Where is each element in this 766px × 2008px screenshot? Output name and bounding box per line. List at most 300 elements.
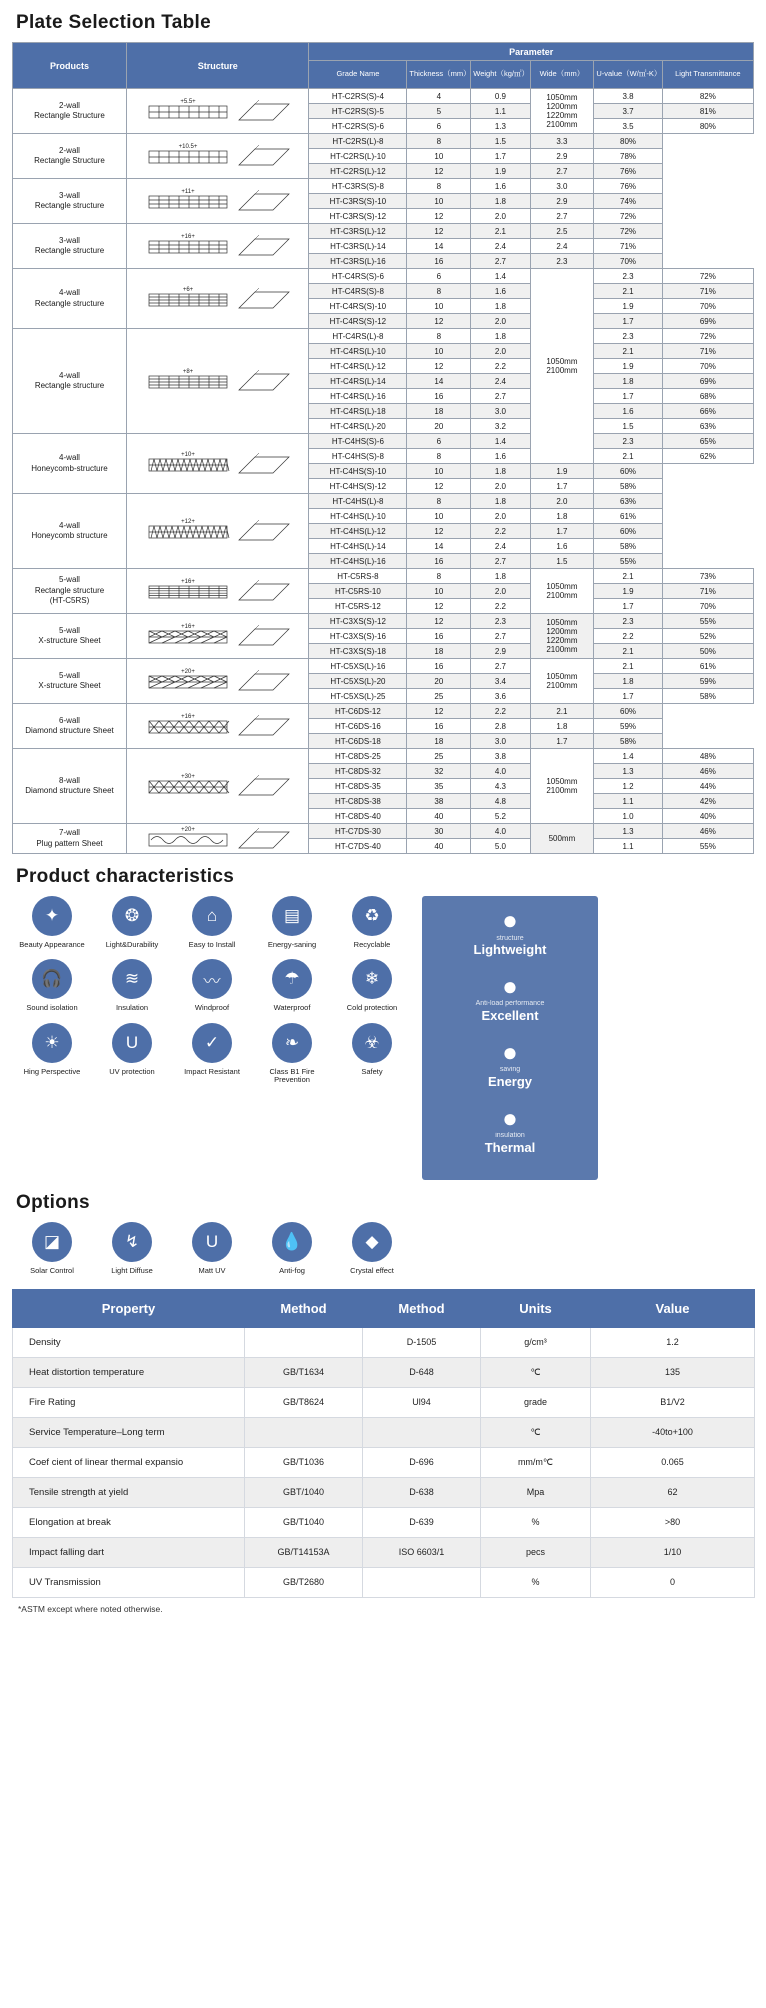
- characteristic-label: Recyclable: [353, 940, 391, 949]
- thermal-icon: ●: [502, 1102, 518, 1133]
- cell-grade: HT-C6DS-18: [309, 734, 407, 749]
- cell-light: 74%: [594, 194, 662, 209]
- structure-diagram: [127, 614, 309, 659]
- cell-thickness: 16: [407, 389, 471, 404]
- cell-grade: HT-C4HS(S)-10: [309, 464, 407, 479]
- product-cell: 5-wall Rectangle structure (HT-C5RS): [13, 569, 127, 614]
- product-cell: 5-wall X-structure Sheet: [13, 614, 127, 659]
- prop-cell-method2: D-638: [363, 1477, 481, 1507]
- svg-text:+20+: +20+: [180, 826, 195, 833]
- table-row: [13, 89, 754, 104]
- cell-light: 81%: [662, 104, 753, 119]
- cell-light: 50%: [662, 644, 753, 659]
- characteristic-label: Safety: [361, 1066, 383, 1076]
- cell-thickness: 14: [407, 239, 471, 254]
- cold-protection-icon: ❄: [352, 959, 392, 999]
- recyclable-icon: ♻: [352, 896, 392, 936]
- prop-cell-method2: ISO 6603/1: [363, 1537, 481, 1567]
- cell-weight: 3.0: [471, 404, 530, 419]
- cell-thickness: 38: [407, 794, 471, 809]
- cell-light: 71%: [662, 584, 753, 599]
- cell-thickness: 8: [407, 134, 471, 149]
- feature-title: Lightweight: [473, 942, 547, 958]
- cell-light: 80%: [594, 134, 662, 149]
- col-light-transmittance: Light Transmittance: [662, 61, 753, 89]
- option-label: Light Diffuse: [111, 1265, 153, 1275]
- cell-weight: 2.7: [471, 389, 530, 404]
- cell-thickness: 10: [407, 299, 471, 314]
- characteristic-item: [172, 1023, 252, 1085]
- col-grade-name: Grade Name: [309, 61, 407, 89]
- prop-cell-property: Elongation at break: [13, 1507, 245, 1537]
- cell-grade: HT-C4RS(L)-12: [309, 359, 407, 374]
- cell-thickness: 8: [407, 569, 471, 584]
- col-wide: Wide（mm）: [530, 61, 594, 89]
- cell-thickness: 10: [407, 344, 471, 359]
- cell-grade: HT-C2RS(L)-8: [309, 134, 407, 149]
- cell-grade: HT-C4HS(L)-12: [309, 524, 407, 539]
- cell-light: 59%: [662, 674, 753, 689]
- solar-control-icon: ◪: [32, 1222, 72, 1262]
- prop-cell-units: ℃: [481, 1357, 591, 1387]
- cell-thickness: 20: [407, 674, 471, 689]
- cell-thickness: 14: [407, 539, 471, 554]
- cell-uvalue: 2.1: [594, 284, 662, 299]
- table-row: [13, 329, 754, 344]
- cell-grade: HT-C5XS(L)-25: [309, 689, 407, 704]
- option-label: Anti-fog: [279, 1265, 305, 1275]
- characteristic-item: [332, 1023, 412, 1085]
- cell-thickness: 10: [407, 149, 471, 164]
- cell-thickness: 12: [407, 614, 471, 629]
- cell-weight: 1.6: [471, 284, 530, 299]
- cell-wide: 1050mm 2100mm: [530, 269, 594, 464]
- cell-thickness: 10: [407, 584, 471, 599]
- cell-weight: 3.4: [471, 674, 530, 689]
- table-row: [13, 269, 754, 284]
- cell-grade: HT-C5XS(L)-20: [309, 674, 407, 689]
- cell-uvalue: 1.0: [594, 809, 662, 824]
- cell-light: 65%: [662, 434, 753, 449]
- structure-diagram: [127, 659, 309, 704]
- cell-grade: HT-C4HS(L)-14: [309, 539, 407, 554]
- cell-grade: HT-C2RS(S)-4: [309, 89, 407, 104]
- characteristic-item: [172, 896, 252, 949]
- cell-weight: 2.2: [471, 359, 530, 374]
- cell-light: 78%: [594, 149, 662, 164]
- characteristic-item: [12, 1023, 92, 1085]
- option-item: [172, 1222, 252, 1275]
- cell-weight: 2.2: [471, 599, 530, 614]
- cell-weight: 1.1: [471, 104, 530, 119]
- cell-uvalue: 3.3: [530, 134, 594, 149]
- cell-weight: 2.3: [471, 614, 530, 629]
- cell-weight: 5.0: [471, 839, 530, 854]
- prop-cell-method2: Ul94: [363, 1387, 481, 1417]
- cell-light: 58%: [662, 689, 753, 704]
- prop-cell-method1: GB/T1040: [245, 1507, 363, 1537]
- prop-col-header: Property: [13, 1289, 245, 1327]
- cell-thickness: 16: [407, 719, 471, 734]
- cell-light: 72%: [594, 224, 662, 239]
- prop-cell-property: Service Temperature–Long term: [13, 1417, 245, 1447]
- cell-light: 60%: [594, 464, 662, 479]
- cell-light: 63%: [662, 419, 753, 434]
- product-cell: 7-wall Plug pattern Sheet: [13, 824, 127, 854]
- cell-thickness: 12: [407, 479, 471, 494]
- prop-cell-method1: GB/T1036: [245, 1447, 363, 1477]
- cell-uvalue: 1.5: [530, 554, 594, 569]
- cell-weight: 1.8: [471, 569, 530, 584]
- plate-selection-table: [12, 42, 754, 854]
- cell-grade: HT-C8DS-38: [309, 794, 407, 809]
- product-cell: 3-wall Rectangle structure: [13, 224, 127, 269]
- svg-text:+8+: +8+: [182, 369, 193, 375]
- characteristic-label: Windproof: [194, 1003, 230, 1013]
- cell-weight: 1.8: [471, 464, 530, 479]
- characteristic-label: Impact Resistant: [184, 1066, 240, 1076]
- cell-grade: HT-C3XS(S)-18: [309, 644, 407, 659]
- cell-uvalue: 1.1: [594, 794, 662, 809]
- cell-grade: HT-C8DS-35: [309, 779, 407, 794]
- characteristic-item: [332, 959, 412, 1012]
- cell-light: 80%: [662, 119, 753, 134]
- cell-weight: 1.8: [471, 494, 530, 509]
- table-row: [13, 1477, 755, 1507]
- matt-uv-icon: U: [192, 1222, 232, 1262]
- beauty-appearance-icon: ✦: [32, 896, 72, 936]
- cell-weight: 1.8: [471, 299, 530, 314]
- cell-thickness: 20: [407, 419, 471, 434]
- impact-resistant-icon: ✓: [192, 1023, 232, 1063]
- prop-cell-method1: GB/T2680: [245, 1567, 363, 1597]
- table-row: [13, 179, 754, 194]
- anti-fog-icon: 💧: [272, 1222, 312, 1262]
- feature-subtitle: insulation: [495, 1132, 525, 1140]
- cell-weight: 0.9: [471, 89, 530, 104]
- characteristic-label: UV protection: [109, 1066, 155, 1076]
- cell-thickness: 25: [407, 689, 471, 704]
- property-table: [12, 1289, 755, 1598]
- structure-diagram: [127, 749, 309, 824]
- cell-light: 71%: [662, 344, 753, 359]
- cell-thickness: 16: [407, 659, 471, 674]
- cell-light: 70%: [662, 599, 753, 614]
- cell-weight: 1.9: [471, 164, 530, 179]
- cell-grade: HT-C8DS-25: [309, 749, 407, 764]
- cell-weight: 1.8: [471, 329, 530, 344]
- cell-weight: 2.4: [471, 539, 530, 554]
- cell-weight: 2.0: [471, 584, 530, 599]
- characteristic-item: [92, 896, 172, 949]
- cell-uvalue: 2.9: [530, 194, 594, 209]
- structure-diagram: [127, 269, 309, 329]
- cell-weight: 2.4: [471, 374, 530, 389]
- cell-light: 58%: [594, 539, 662, 554]
- cell-uvalue: 1.2: [594, 779, 662, 794]
- cell-weight: 2.0: [471, 209, 530, 224]
- cell-grade: HT-C5RS-8: [309, 569, 407, 584]
- table-row: [13, 1357, 755, 1387]
- cell-wide: 1050mm 2100mm: [530, 569, 594, 614]
- option-label: Solar Control: [30, 1265, 74, 1275]
- easy-to-install-icon: ⌂: [192, 896, 232, 936]
- prop-cell-method2: D-696: [363, 1447, 481, 1477]
- product-cell: 4-wall Rectangle structure: [13, 269, 127, 329]
- structure-diagram: [127, 179, 309, 224]
- cell-grade: HT-C4HS(S)-8: [309, 449, 407, 464]
- cell-grade: HT-C4RS(L)-8: [309, 329, 407, 344]
- cell-weight: 1.4: [471, 269, 530, 284]
- page-title: Plate Selection Table: [16, 12, 211, 33]
- characteristic-item: [92, 1023, 172, 1085]
- svg-text:+16+: +16+: [180, 714, 195, 720]
- svg-text:+16+: +16+: [180, 234, 195, 240]
- prop-cell-value: 1.2: [591, 1327, 755, 1357]
- cell-uvalue: 2.3: [594, 434, 662, 449]
- cell-uvalue: 2.3: [594, 329, 662, 344]
- cell-thickness: 16: [407, 554, 471, 569]
- cell-uvalue: 2.4: [530, 239, 594, 254]
- cell-weight: 3.6: [471, 689, 530, 704]
- cell-grade: HT-C5XS(L)-16: [309, 659, 407, 674]
- cell-grade: HT-C4HS(L)-10: [309, 509, 407, 524]
- characteristic-label: Cold protection: [346, 1003, 398, 1013]
- prop-cell-method1: GB/T14153A: [245, 1537, 363, 1567]
- table-row: [13, 1387, 755, 1417]
- option-item: [332, 1222, 412, 1275]
- characteristics-icon-list: [12, 896, 412, 1180]
- insulation-icon: ≋: [112, 959, 152, 999]
- cell-thickness: 16: [407, 629, 471, 644]
- cell-uvalue: 1.6: [594, 404, 662, 419]
- characteristic-label: Light&Durability: [105, 940, 159, 949]
- cell-thickness: 12: [407, 704, 471, 719]
- cell-grade: HT-C3RS(L)-16: [309, 254, 407, 269]
- cell-thickness: 35: [407, 779, 471, 794]
- cell-light: 68%: [662, 389, 753, 404]
- cell-light: 58%: [594, 734, 662, 749]
- cell-grade: HT-C4RS(S)-8: [309, 284, 407, 299]
- cell-uvalue: 2.1: [530, 704, 594, 719]
- cell-weight: 4.3: [471, 779, 530, 794]
- cell-thickness: 14: [407, 374, 471, 389]
- col-weight: Weight（kg/㎡）: [471, 61, 530, 89]
- cell-grade: HT-C7DS-30: [309, 824, 407, 839]
- cell-light: 82%: [662, 89, 753, 104]
- option-item: [252, 1222, 332, 1275]
- cell-uvalue: 1.3: [594, 764, 662, 779]
- characteristic-item: [332, 896, 412, 949]
- prop-cell-property: Tensile strength at yield: [13, 1477, 245, 1507]
- prop-cell-property: Heat distortion temperature: [13, 1357, 245, 1387]
- col-thickness: Thickness（mm）: [407, 61, 471, 89]
- cell-uvalue: 1.9: [594, 359, 662, 374]
- energy-saving-icon: ▤: [272, 896, 312, 936]
- prop-col-header: Method: [245, 1289, 363, 1327]
- cell-thickness: 12: [407, 524, 471, 539]
- feature-subtitle: structure: [496, 934, 524, 942]
- safety-icon: ☣: [352, 1023, 392, 1063]
- cell-grade: HT-C4RS(S)-12: [309, 314, 407, 329]
- feature-highlight-panel: [422, 896, 598, 1180]
- cell-weight: 2.0: [471, 479, 530, 494]
- feature-block: [428, 972, 592, 1024]
- cell-light: 70%: [594, 254, 662, 269]
- cell-thickness: 10: [407, 194, 471, 209]
- cell-grade: HT-C2RS(S)-5: [309, 104, 407, 119]
- structure-diagram: [127, 329, 309, 434]
- cell-grade: HT-C4RS(L)-10: [309, 344, 407, 359]
- product-cell: 4-wall Rectangle structure: [13, 329, 127, 434]
- cell-uvalue: 1.7: [530, 524, 594, 539]
- cell-light: 76%: [594, 179, 662, 194]
- product-cell: 4-wall Honeycomb structure: [13, 494, 127, 569]
- cell-uvalue: 1.8: [530, 509, 594, 524]
- light-diffuse-icon: ↯: [112, 1222, 152, 1262]
- cell-thickness: 8: [407, 284, 471, 299]
- cell-weight: 4.0: [471, 824, 530, 839]
- svg-text:+16+: +16+: [180, 624, 195, 630]
- cell-uvalue: 2.5: [530, 224, 594, 239]
- prop-cell-value: 0.065: [591, 1447, 755, 1477]
- characteristic-item: [12, 896, 92, 949]
- prop-cell-property: Coef cient of linear thermal expansio: [13, 1447, 245, 1477]
- cell-uvalue: 1.7: [594, 389, 662, 404]
- cell-grade: HT-C3RS(S)-10: [309, 194, 407, 209]
- cell-thickness: 12: [407, 359, 471, 374]
- cell-light: 46%: [662, 764, 753, 779]
- product-cell: 6-wall Diamond structure Sheet: [13, 704, 127, 749]
- cell-thickness: 30: [407, 824, 471, 839]
- cell-weight: 2.2: [471, 704, 530, 719]
- cell-wide: 1050mm 2100mm: [530, 749, 594, 824]
- cell-uvalue: 1.5: [594, 419, 662, 434]
- cell-uvalue: 1.9: [594, 299, 662, 314]
- table-row: [13, 824, 754, 839]
- table-row: [13, 1537, 755, 1567]
- windproof-icon: 〰: [192, 959, 232, 999]
- cell-grade: HT-C3XS(S)-12: [309, 614, 407, 629]
- characteristic-label: Waterproof: [273, 1003, 311, 1013]
- cell-thickness: 6: [407, 434, 471, 449]
- svg-text:+10+: +10+: [180, 451, 195, 458]
- product-cell: 8-wall Diamond structure Sheet: [13, 749, 127, 824]
- feature-block: [428, 1104, 592, 1156]
- cell-grade: HT-C4RS(L)-16: [309, 389, 407, 404]
- table-row: [13, 1327, 755, 1357]
- prop-cell-value: 62: [591, 1477, 755, 1507]
- fire-prevention-icon: ❧: [272, 1023, 312, 1063]
- cell-uvalue: 3.8: [594, 89, 662, 104]
- waterproof-icon: ☂: [272, 959, 312, 999]
- feature-block: [428, 906, 592, 958]
- cell-light: 61%: [662, 659, 753, 674]
- cell-uvalue: 1.4: [594, 749, 662, 764]
- cell-weight: 1.7: [471, 149, 530, 164]
- cell-light: 63%: [594, 494, 662, 509]
- svg-text:+12+: +12+: [180, 519, 195, 525]
- cell-light: 55%: [662, 614, 753, 629]
- product-cell: 3-wall Rectangle structure: [13, 179, 127, 224]
- svg-text:+16+: +16+: [180, 579, 195, 585]
- characteristic-label: Energy-saning: [267, 940, 317, 949]
- cell-grade: HT-C2RS(L)-10: [309, 149, 407, 164]
- cell-weight: 2.7: [471, 659, 530, 674]
- cell-grade: HT-C8DS-40: [309, 809, 407, 824]
- table-row: [13, 494, 754, 509]
- cell-uvalue: 2.9: [530, 149, 594, 164]
- cell-weight: 2.7: [471, 629, 530, 644]
- cell-uvalue: 2.1: [594, 569, 662, 584]
- options-list: [12, 1222, 412, 1275]
- cell-uvalue: 1.7: [594, 689, 662, 704]
- cell-light: 71%: [594, 239, 662, 254]
- cell-uvalue: 1.7: [530, 479, 594, 494]
- cell-uvalue: 1.8: [594, 674, 662, 689]
- cell-uvalue: 2.2: [594, 629, 662, 644]
- characteristic-item: [252, 959, 332, 1012]
- characteristics-section: [12, 896, 754, 1180]
- cell-grade: HT-C4HS(S)-12: [309, 479, 407, 494]
- cell-light: 44%: [662, 779, 753, 794]
- option-item: [12, 1222, 92, 1275]
- table-row: [13, 614, 754, 629]
- cell-uvalue: 2.7: [530, 209, 594, 224]
- cell-weight: 4.8: [471, 794, 530, 809]
- cell-weight: 2.8: [471, 719, 530, 734]
- structure-diagram: [127, 89, 309, 134]
- cell-thickness: 18: [407, 644, 471, 659]
- table-row: [13, 569, 754, 584]
- col-structure: Structure: [127, 43, 309, 89]
- cell-grade: HT-C4HS(L)-16: [309, 554, 407, 569]
- cell-light: 58%: [594, 479, 662, 494]
- cell-thickness: 18: [407, 734, 471, 749]
- cell-weight: 1.5: [471, 134, 530, 149]
- uv-protection-icon: U: [112, 1023, 152, 1063]
- cell-uvalue: 2.1: [594, 449, 662, 464]
- product-cell: 5-wall X-structure Sheet: [13, 659, 127, 704]
- prop-cell-method2: D-639: [363, 1507, 481, 1537]
- prop-cell-units: %: [481, 1567, 591, 1597]
- cell-light: 66%: [662, 404, 753, 419]
- cell-light: 55%: [662, 839, 753, 854]
- cell-uvalue: 1.9: [594, 584, 662, 599]
- cell-light: 73%: [662, 569, 753, 584]
- svg-text:+30+: +30+: [180, 774, 195, 780]
- feature-title: Thermal: [484, 1139, 536, 1155]
- cell-light: 55%: [594, 554, 662, 569]
- cell-grade: HT-C4HS(S)-6: [309, 434, 407, 449]
- prop-cell-value: >80: [591, 1507, 755, 1537]
- cell-light: 71%: [662, 284, 753, 299]
- characteristic-label: Sound isolation: [26, 1003, 78, 1013]
- load-icon: ●: [502, 970, 518, 1001]
- cell-light: 72%: [662, 269, 753, 284]
- prop-cell-value: 1/10: [591, 1537, 755, 1567]
- cell-light: 61%: [594, 509, 662, 524]
- cell-weight: 3.2: [471, 419, 530, 434]
- cell-thickness: 25: [407, 749, 471, 764]
- cell-weight: 3.0: [471, 734, 530, 749]
- prop-cell-units: pecs: [481, 1537, 591, 1567]
- cell-weight: 1.6: [471, 179, 530, 194]
- cell-thickness: 8: [407, 179, 471, 194]
- cell-thickness: 8: [407, 329, 471, 344]
- cell-uvalue: 1.6: [530, 539, 594, 554]
- prop-cell-value: -40to+100: [591, 1417, 755, 1447]
